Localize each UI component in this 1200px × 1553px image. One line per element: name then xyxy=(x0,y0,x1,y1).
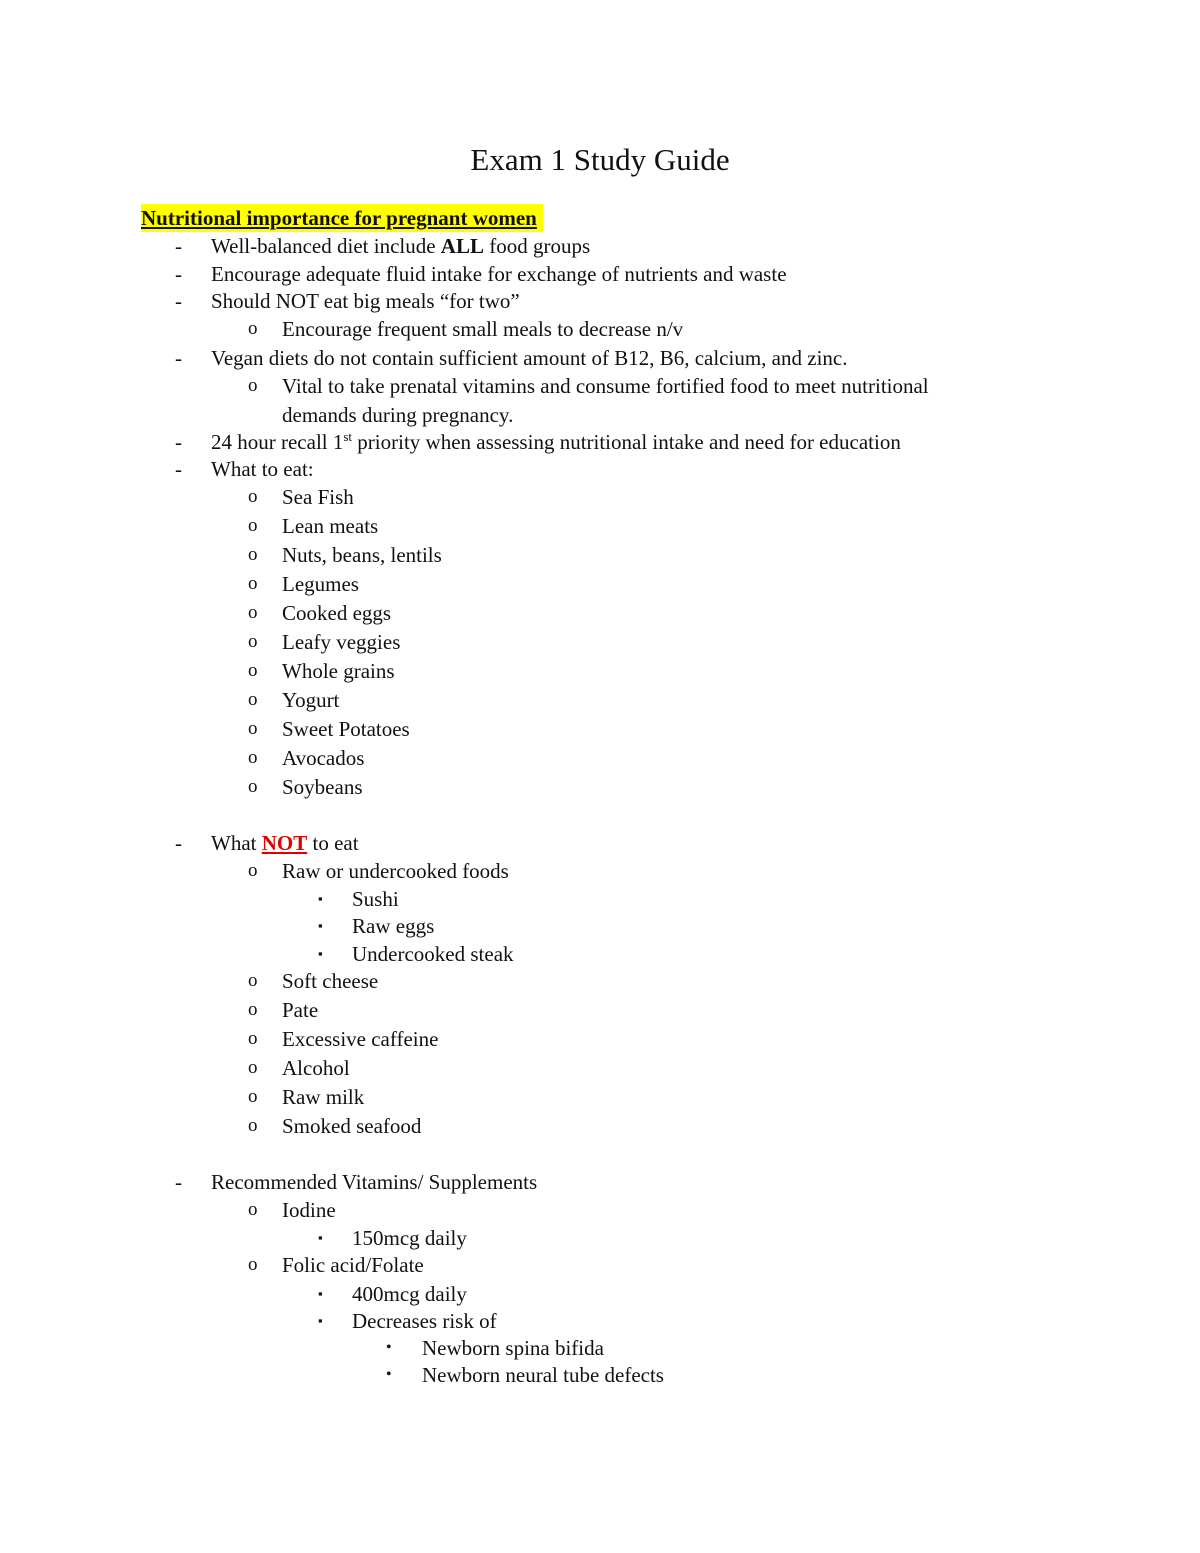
list-item: Sushi xyxy=(352,887,399,911)
circle-bullet: o xyxy=(248,515,258,536)
list-item-continuation: demands during pregnancy. xyxy=(282,403,514,427)
dash-bullet: - xyxy=(175,1170,182,1194)
list-item: Should NOT eat big meals “for two” xyxy=(211,289,520,313)
list-item: Sea Fish xyxy=(282,485,354,509)
circle-bullet: o xyxy=(248,544,258,565)
circle-bullet: o xyxy=(248,689,258,710)
circle-bullet: o xyxy=(248,660,258,681)
emphasis-all: ALL xyxy=(440,234,484,258)
circle-bullet: o xyxy=(248,375,258,396)
list-item: Raw milk xyxy=(282,1085,365,1109)
dot-bullet: • xyxy=(386,1339,392,1356)
circle-bullet: o xyxy=(248,1028,258,1049)
list-item: Newborn spina bifida xyxy=(422,1336,604,1360)
circle-bullet: o xyxy=(248,1254,258,1275)
list-item: What NOT to eat xyxy=(211,831,359,855)
list-item: Raw or undercooked foods xyxy=(282,859,509,883)
circle-bullet: o xyxy=(248,747,258,768)
list-item: Pate xyxy=(282,998,319,1022)
dash-bullet: - xyxy=(175,234,182,258)
list-item: Soft cheese xyxy=(282,969,379,993)
square-bullet: ▪ xyxy=(318,918,323,933)
dash-bullet: - xyxy=(175,831,182,855)
list-item: Smoked seafood xyxy=(282,1114,422,1138)
list-item: Vital to take prenatal vitamins and consume fortified food to meet nutritional xyxy=(282,374,929,398)
circle-bullet: o xyxy=(248,1086,258,1107)
list-item: Legumes xyxy=(282,572,359,596)
circle-bullet: o xyxy=(248,860,258,881)
list-item: Recommended Vitamins/ Supplements xyxy=(211,1170,538,1194)
circle-bullet: o xyxy=(248,1115,258,1136)
list-item: Folic acid/Folate xyxy=(282,1253,424,1277)
list-item: 400mcg daily xyxy=(352,1282,467,1306)
list-item: Nuts, beans, lentils xyxy=(282,543,442,567)
list-item: Leafy veggies xyxy=(282,630,401,654)
list-item: Well-balanced diet include ALL food groups xyxy=(211,234,591,258)
dash-bullet: - xyxy=(175,262,182,286)
list-item: Whole grains xyxy=(282,659,395,683)
square-bullet: ▪ xyxy=(318,1313,323,1328)
circle-bullet: o xyxy=(248,776,258,797)
dash-bullet: - xyxy=(175,457,182,481)
circle-bullet: o xyxy=(248,999,258,1020)
square-bullet: ▪ xyxy=(318,1286,323,1301)
list-item: Newborn neural tube defects xyxy=(422,1363,664,1387)
list-item: Yogurt xyxy=(282,688,340,712)
list-item: 24 hour recall 1st priority when assessing nutritional intake and need for education xyxy=(211,429,901,454)
circle-bullet: o xyxy=(248,718,258,739)
list-item: Lean meats xyxy=(282,514,379,538)
list-item: Alcohol xyxy=(282,1056,350,1080)
ordinal-suffix: st xyxy=(343,429,353,444)
list-item: Encourage adequate fluid intake for exchange of nutrients and waste xyxy=(211,262,787,286)
circle-bullet: o xyxy=(248,318,258,339)
square-bullet: ▪ xyxy=(318,891,323,906)
circle-bullet: o xyxy=(248,1199,258,1220)
list-item: Cooked eggs xyxy=(282,601,392,625)
list-item: Soybeans xyxy=(282,775,363,799)
circle-bullet: o xyxy=(248,1057,258,1078)
list-item: Undercooked steak xyxy=(352,942,514,966)
list-item: Avocados xyxy=(282,746,365,770)
circle-bullet: o xyxy=(248,486,258,507)
list-item: Decreases risk of xyxy=(352,1309,497,1333)
list-item: Excessive caffeine xyxy=(282,1027,439,1051)
circle-bullet: o xyxy=(248,573,258,594)
dash-bullet: - xyxy=(175,346,182,370)
list-item: Raw eggs xyxy=(352,914,435,938)
dash-bullet: - xyxy=(175,430,182,454)
list-item: 150mcg daily xyxy=(352,1226,467,1250)
document-title: Exam 1 Study Guide xyxy=(470,142,730,177)
list-item: Iodine xyxy=(282,1198,336,1222)
square-bullet: ▪ xyxy=(318,1230,323,1245)
emphasis-not: NOT xyxy=(261,831,308,855)
dot-bullet: • xyxy=(386,1366,392,1383)
circle-bullet: o xyxy=(248,631,258,652)
section-heading: Nutritional importance for pregnant women xyxy=(141,204,543,232)
list-item: What to eat: xyxy=(211,457,314,481)
square-bullet: ▪ xyxy=(318,946,323,961)
dash-bullet: - xyxy=(175,289,182,313)
circle-bullet: o xyxy=(248,602,258,623)
list-item: Encourage frequent small meals to decrease n/v xyxy=(282,317,684,341)
circle-bullet: o xyxy=(248,970,258,991)
list-item: Sweet Potatoes xyxy=(282,717,410,741)
list-item: Vegan diets do not contain sufficient amount of B12, B6, calcium, and zinc. xyxy=(211,346,848,370)
